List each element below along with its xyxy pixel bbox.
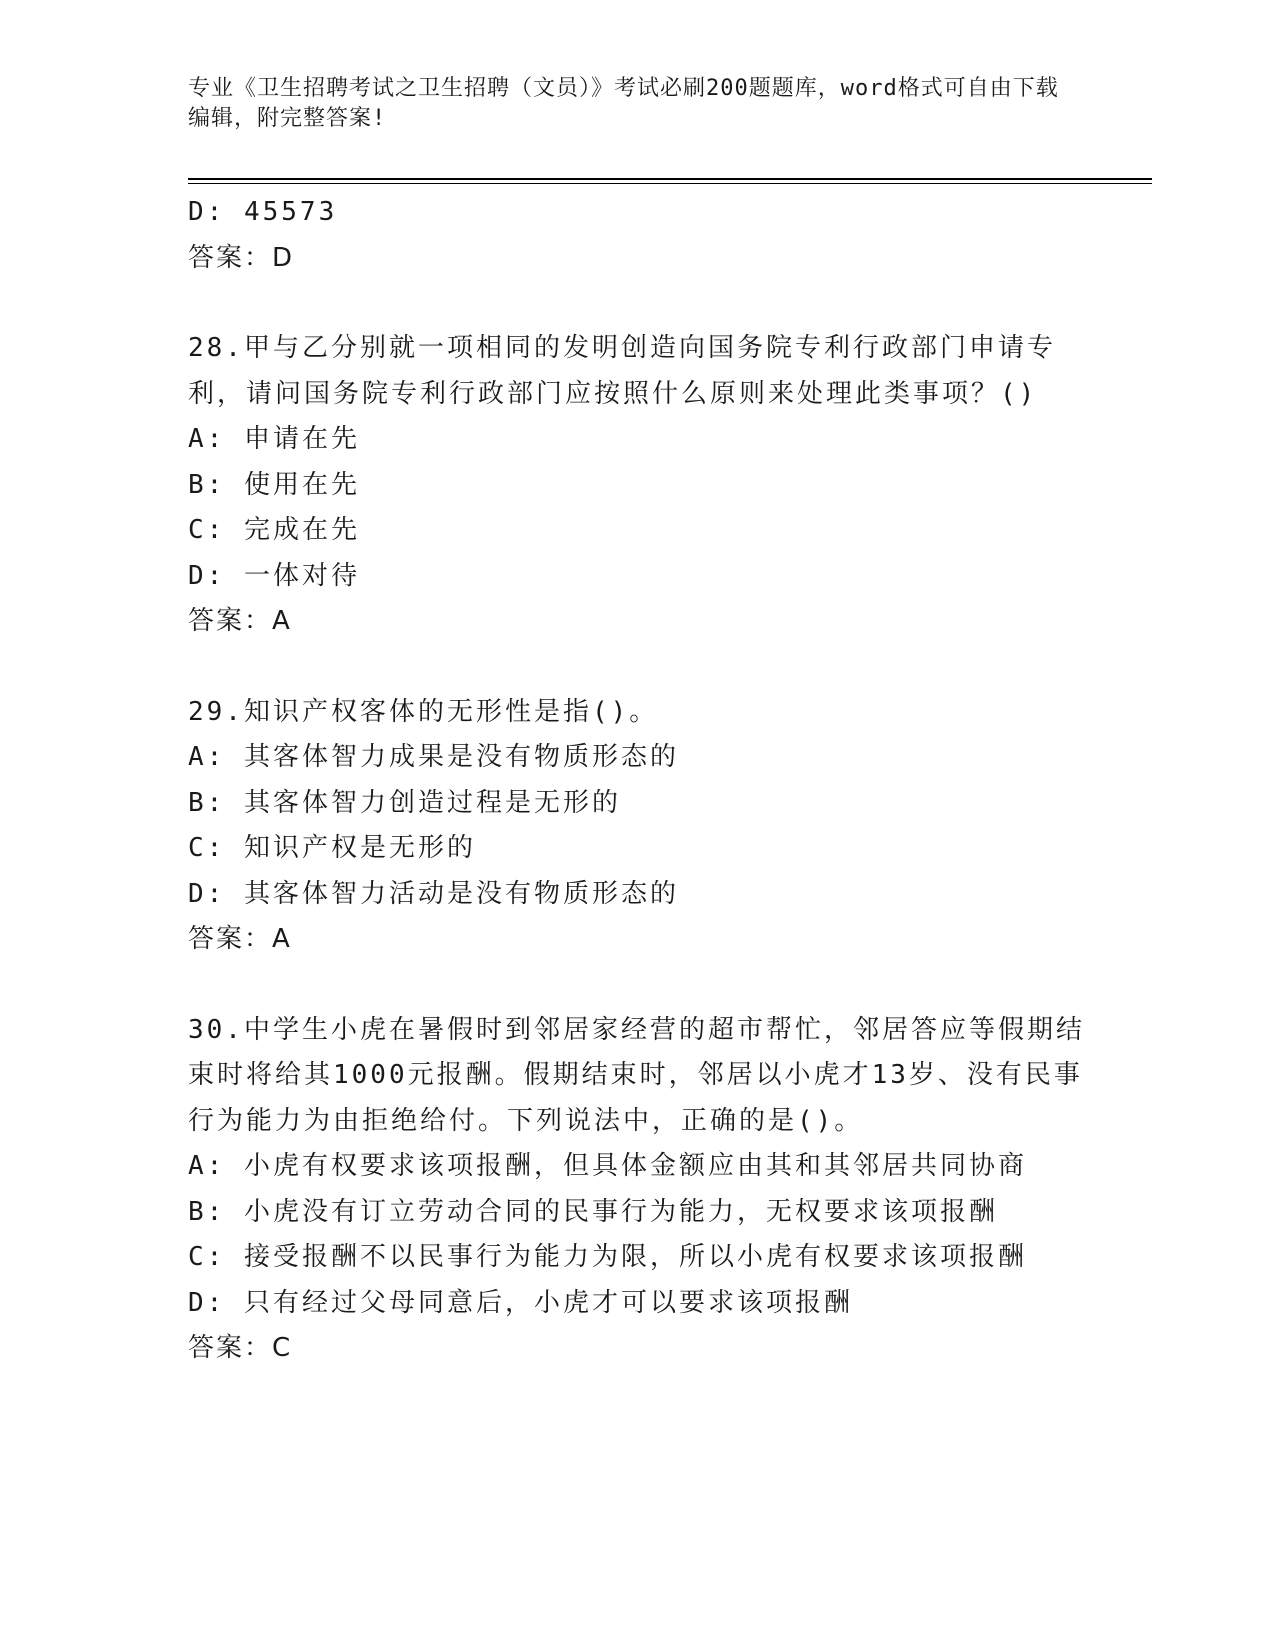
option-b: B: 其客体智力创造过程是无形的 — [188, 787, 621, 818]
option-a: A: 小虎有权要求该项报酬，但具体金额应由其和其邻居共同协商 — [188, 1151, 1027, 1181]
option-b: B: 小虎没有订立劳动合同的民事行为能力，无权要求该项报酬 — [188, 1196, 998, 1227]
answer: 答案：A — [188, 606, 292, 636]
option-c: C: 完成在先 — [188, 515, 360, 545]
question-text: 30.中学生小虎在暑假时到邻居家经营的超市帮忙，邻居答应等假期结束时将给其1000元报酬。假期结束时，邻居以小虎才13岁、没有民事行为能力为由拒绝给付。下列说法中，正确的是()。 — [188, 1014, 1085, 1136]
option-d: D: 一体对待 — [188, 560, 360, 591]
question-text: 28.甲与乙分别就一项相同的发明创造向国务院专利行政部门申请专利，请问国务院专利行政部门应按照什么原则来处理此类事项？() — [188, 333, 1056, 409]
header-rule-thin — [188, 183, 1152, 184]
option-a: A: 其客体智力成果是没有物质形态的 — [188, 742, 679, 772]
prev-answer: 答案：D — [188, 242, 295, 273]
question-30 — [188, 1008, 1088, 1372]
option-b: B: 使用在先 — [188, 469, 360, 500]
question-text: 29.知识产权客体的无形性是指()。 — [188, 696, 659, 727]
header-rule-thick — [188, 178, 1152, 180]
answer: 答案：A — [188, 924, 292, 954]
document-body — [188, 190, 1088, 1372]
option-a: A: 申请在先 — [188, 424, 360, 454]
document-header — [188, 74, 1068, 134]
header-title: 专业《卫生招聘考试之卫生招聘（文员）》考试必刷200题题库，word格式可自由下载编辑，附完整答案! — [188, 76, 1059, 131]
question-28 — [188, 326, 1088, 645]
prev-option-d: D: 45573 — [188, 197, 338, 227]
option-c: C: 知识产权是无形的 — [188, 833, 476, 863]
question-29 — [188, 690, 1088, 963]
option-c: C: 接受报酬不以民事行为能力为限，所以小虎有权要求该项报酬 — [188, 1242, 1027, 1272]
answer: 答案：C — [188, 1333, 293, 1363]
option-d: D: 只有经过父母同意后，小虎才可以要求该项报酬 — [188, 1287, 853, 1318]
option-d: D: 其客体智力活动是没有物质形态的 — [188, 878, 679, 909]
